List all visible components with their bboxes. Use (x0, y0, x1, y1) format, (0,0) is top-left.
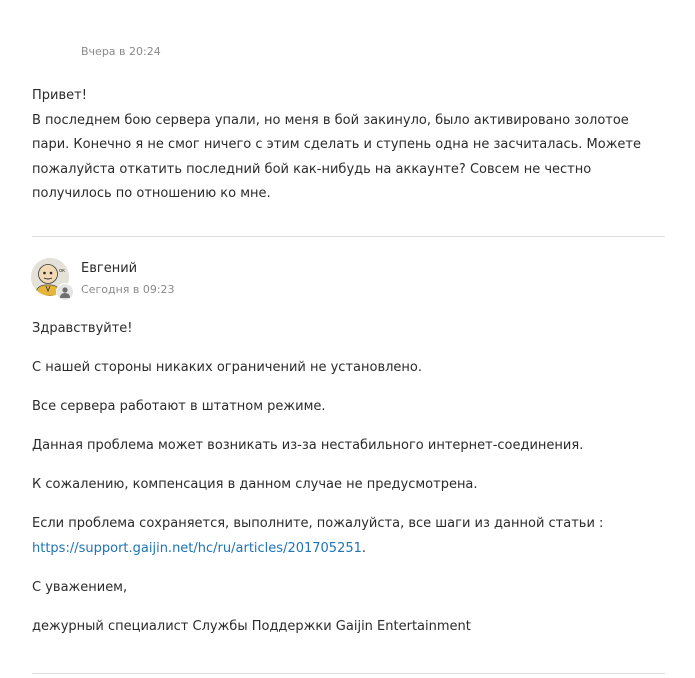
article-link[interactable]: https://support.gaijin.net/hc/ru/articles/201705251 (32, 540, 362, 556)
reply-timestamp: Сегодня в 09:23 (81, 283, 175, 296)
reply-signoff: С уважением, (32, 579, 128, 595)
reply-paragraph: С нашей стороны никаких ограничений не установлено. (32, 360, 422, 375)
reply-paragraph-text: Если проблема сохраняется, выполните, пожалуйста, все шаги из данной статьи : (32, 516, 604, 531)
svg-text:ок: ок (59, 268, 66, 274)
link-suffix: . (361, 540, 367, 556)
author-name[interactable]: Евгений (81, 261, 138, 276)
reply-paragraph: Все сервера работают в штатном режиме. (32, 399, 326, 414)
reply-body (32, 317, 672, 654)
message-line: Привет! (32, 88, 87, 103)
message-line: получилось по отношению ко мне. (32, 186, 271, 201)
reply-greeting: Здравствуйте! (32, 321, 133, 336)
message-line: пари. Конечно я не смог ничего с этим сделать и ступень одна не засчиталась. Можете (32, 137, 641, 152)
message-timestamp: Вчера в 20:24 (81, 45, 161, 58)
agent-badge-icon (56, 283, 74, 301)
reply-divider (32, 673, 665, 674)
reply-paragraph: Данная проблема может возникать из-за нестабильного интернет-соединения. (32, 438, 584, 453)
message-line: пожалуйста откатить последний бой как-нибудь на аккаунте? Совсем не честно (32, 161, 592, 177)
reply-paragraph: К сожалению, компенсация в данном случае не предусмотрена. (32, 477, 478, 492)
reply-paragraph (32, 512, 672, 561)
reply-signature: дежурный специалист Службы Поддержки Gaijin Entertainment (32, 618, 471, 634)
message-body (32, 84, 672, 207)
message-divider (32, 236, 665, 237)
message-line: В последнем бою сервера упали, но меня в бой закинуло, было активировано золотое (32, 112, 629, 128)
